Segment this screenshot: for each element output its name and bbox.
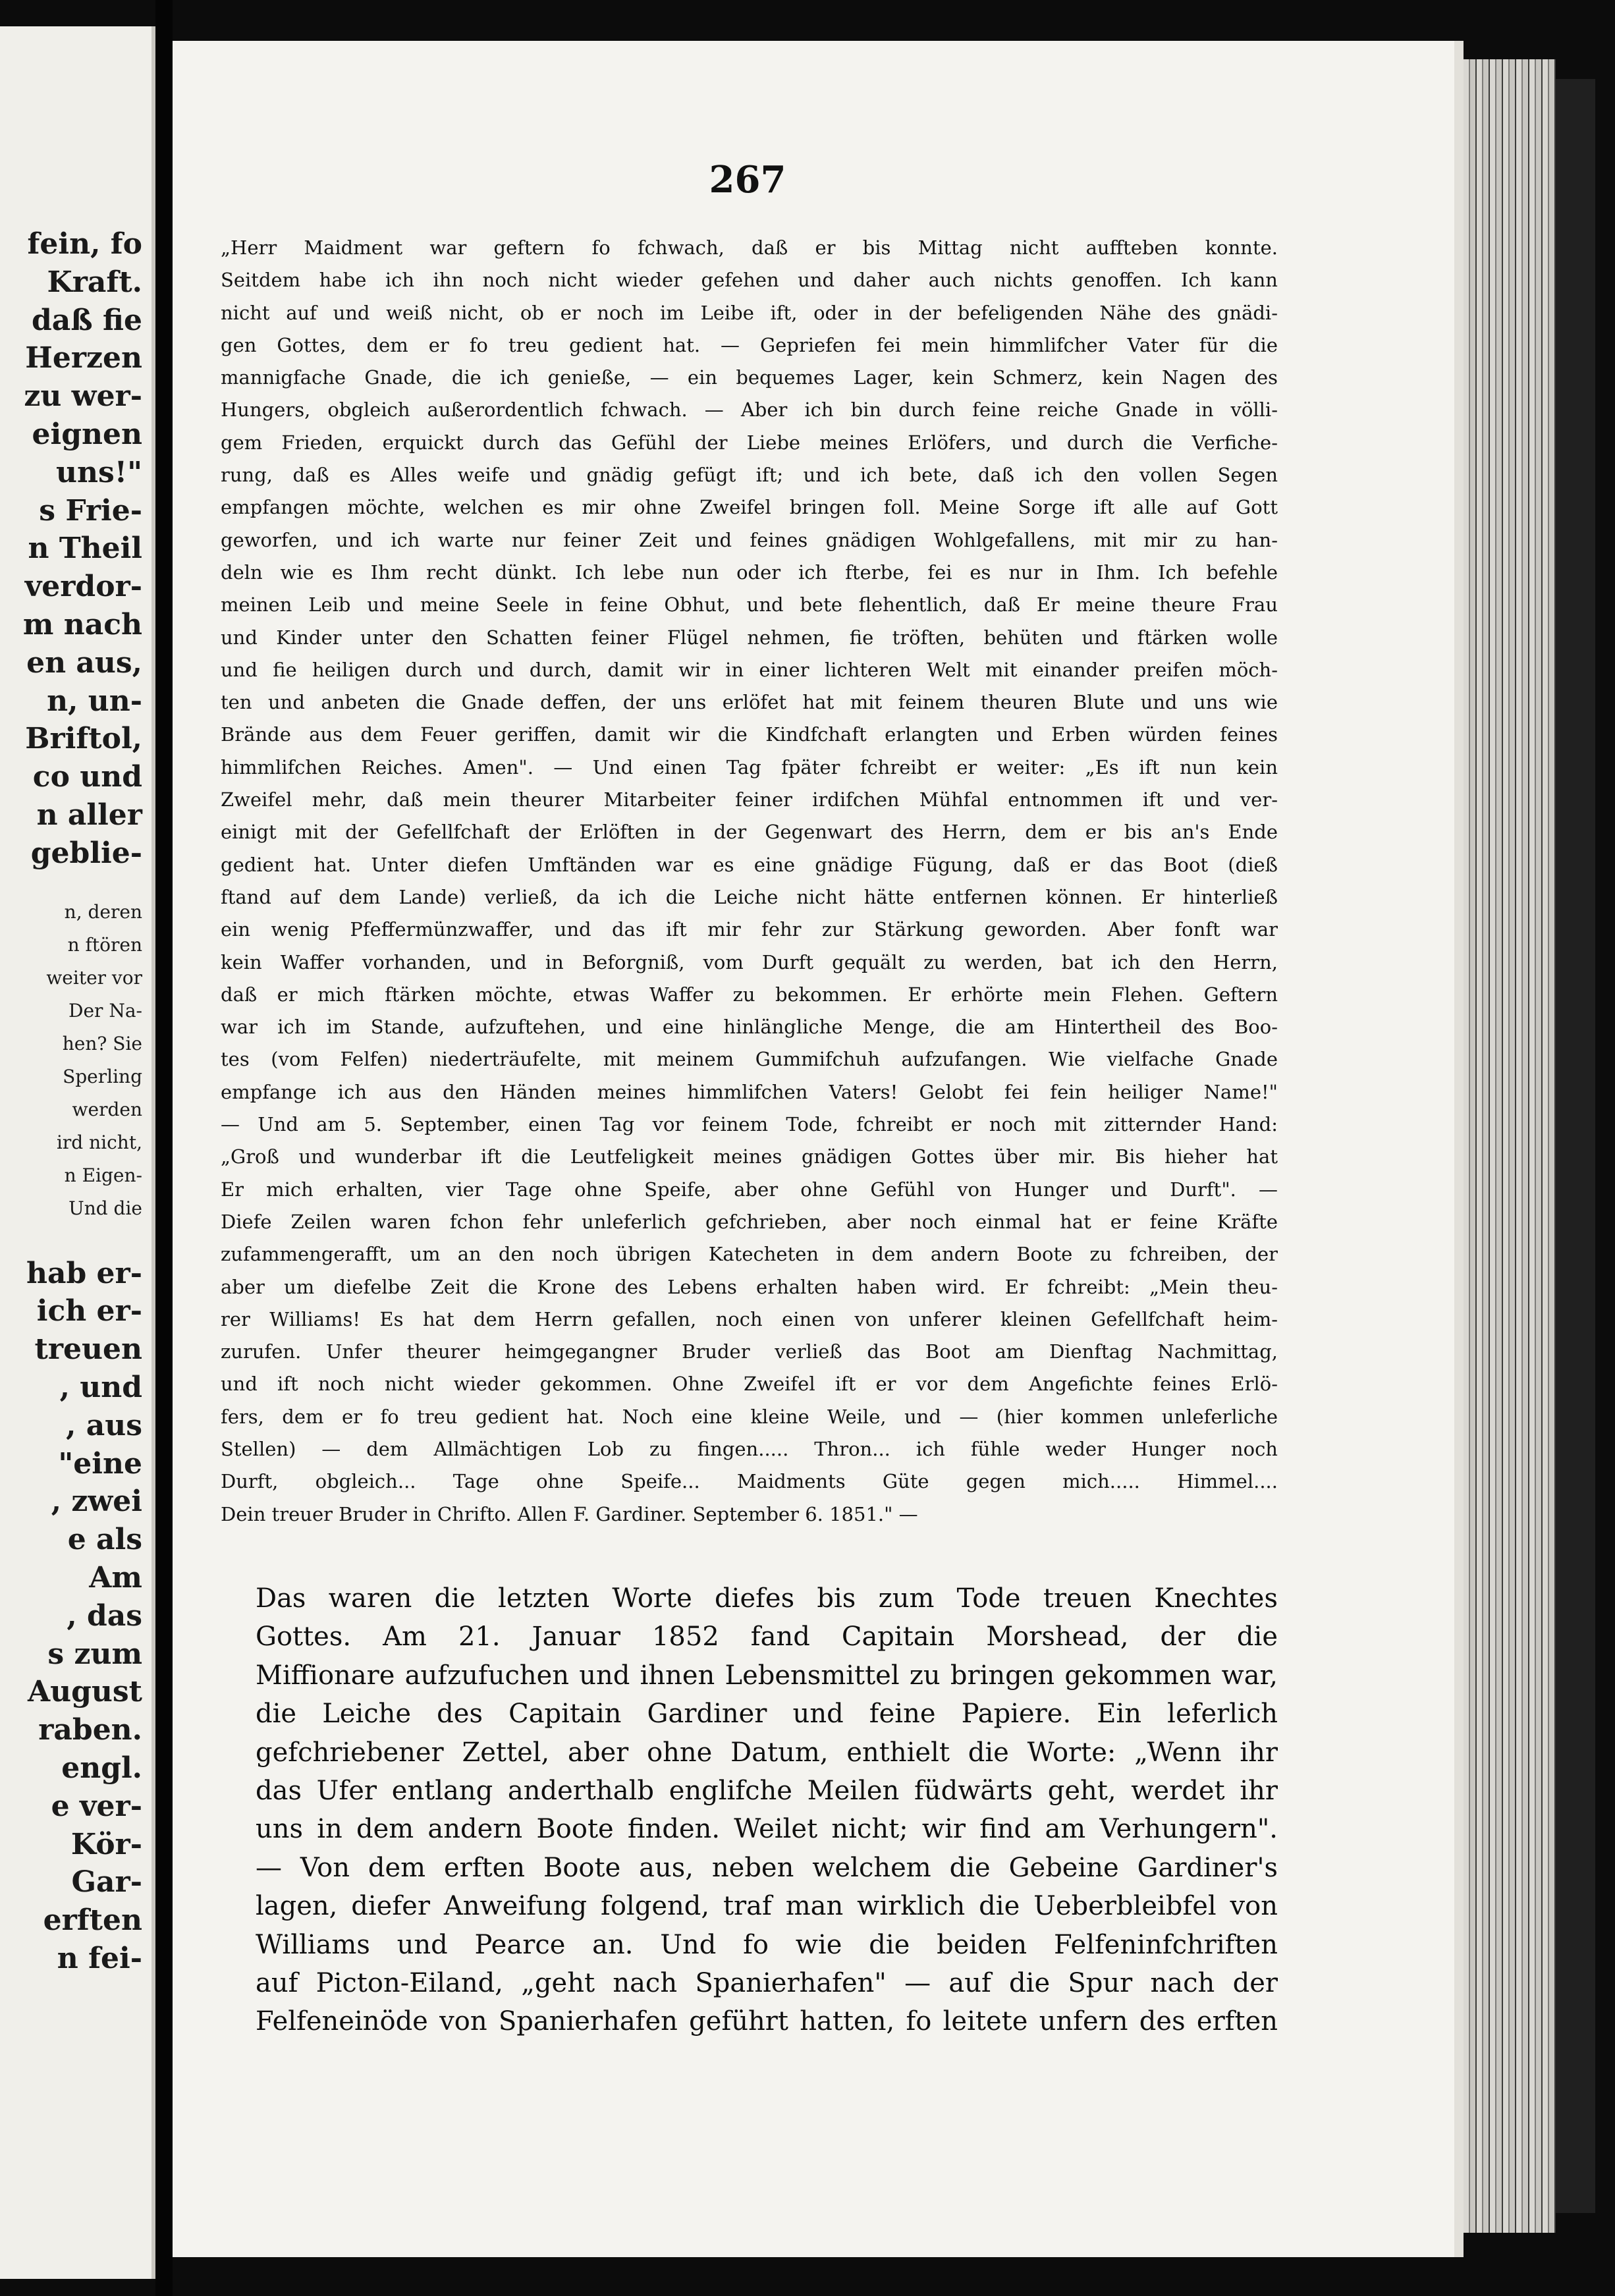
- text-line: ten und anbeten die Gnade deffen, der uns erlöfet hat mit feinem theuren Blute und uns wie: [221, 691, 1278, 714]
- facing-page-fragment: [0, 26, 155, 2279]
- facing-page-line: verdor-: [24, 570, 142, 604]
- text-line: Miffionare aufzufuchen und ihnen Lebensmittel zu bringen gekommen war,: [256, 1660, 1278, 1691]
- facing-page-line: engl.: [61, 1751, 142, 1785]
- text-line: tes (vom Felfen) niederträufelte, mit meinem Gummifchuh aufzufangen. Wie vielfache Gnade: [221, 1048, 1278, 1071]
- text-line: meinen Leib und meine Seele in feine Obhut, und bete flehentlich, daß Er meine theure Frau: [221, 593, 1278, 616]
- text-line: empfangen möchte, welchen es mir ohne Zweifel bringen foll. Meine Sorge ift alle auf Gott: [221, 496, 1278, 519]
- text-line: zufammengerafft, um an den noch übrigen Katecheten in dem andern Boote zu fchreiben, der: [221, 1243, 1278, 1266]
- text-line: Felfeneinöde von Spanierhafen geführt hatten, fo leitete unfern des erften: [256, 2006, 1278, 2037]
- book-cover-edge: [1556, 79, 1595, 2213]
- facing-page-line: n Eigen-: [64, 1164, 142, 1186]
- facing-page-line: hab er-: [26, 1256, 142, 1290]
- text-line: gedient hat. Unter diefen Umftänden war es eine gnädige Fügung, daß er das Boot (dieß: [221, 853, 1278, 876]
- text-line: Seitdem habe ich ihn noch nicht wieder gefehen und daher auch nichts genoffen. Ich kann: [221, 269, 1278, 292]
- facing-page-line: n fei-: [57, 1942, 142, 1975]
- facing-page-line: ird nicht,: [56, 1131, 142, 1153]
- text-line: das Ufer entlang anderthalb englifche Meilen füdwärts geht, werdet ihr: [256, 1775, 1278, 1806]
- facing-page-line: n Theil: [28, 532, 142, 566]
- text-line: Dein treuer Bruder in Chrifto. Allen F. Gardiner. September 6. 1851." —: [221, 1502, 918, 1525]
- facing-page-line: August: [28, 1675, 142, 1709]
- text-line: Er mich erhalten, vier Tage ohne Speife, aber ohne Gefühl von Hunger und Durft". —: [221, 1178, 1278, 1201]
- facing-page-line: s Frie-: [39, 493, 142, 528]
- text-line: Das waren die letzten Worte diefes bis zum Tode treuen Knechtes: [256, 1583, 1278, 1614]
- text-line: Diefe Zeilen waren fchon fehr unleferlich gefchrieben, aber noch einmal hat er feine Kräfte: [221, 1210, 1278, 1233]
- facing-page-line: n, deren: [64, 900, 142, 923]
- facing-page-line: , zwei: [51, 1485, 142, 1519]
- facing-page-line: Gar-: [71, 1865, 142, 1900]
- text-line: — Und am 5. September, einen Tag vor feinem Tode, fchreibt er noch mit zitternder Hand:: [221, 1113, 1278, 1136]
- facing-page-line: daß fie: [31, 303, 142, 337]
- facing-page-line: hen? Sie: [62, 1032, 142, 1054]
- text-line: kein Waffer vorhanden, und in Beforgniß, vom Durft gequält zu werden, bat ich den Herrn,: [221, 950, 1278, 973]
- text-line: auf Picton-Eiland, „geht nach Spanierhafen" — auf die Spur nach der: [256, 1967, 1278, 1998]
- text-line: Stellen) — dem Allmächtigen Lob zu fingen..... Thron... ich fühle weder Hunger noch: [221, 1437, 1278, 1460]
- facing-page-line: Der Na-: [68, 999, 142, 1022]
- facing-page-line: n aller: [36, 798, 142, 832]
- text-line: ein wenig Pfeffermünzwaffer, und das ift mir fehr zur Stärkung geworden. Aber fonft war: [221, 918, 1278, 941]
- facing-page-line: Kraft.: [47, 265, 142, 299]
- facing-page-line: e ver-: [51, 1789, 142, 1823]
- facing-page-line: werden: [72, 1098, 142, 1120]
- facing-page-line: Sperling: [63, 1065, 142, 1087]
- facing-page-line: Und die: [68, 1197, 142, 1219]
- facing-page-line: zu wer-: [24, 379, 142, 414]
- facing-page-line: ich er-: [36, 1294, 142, 1328]
- text-line: gem Frieden, erquickt durch das Gefühl der Liebe meines Erlöfers, und durch die Verfiche-: [221, 431, 1278, 454]
- text-line: war ich im Stande, aufzuftehen, und eine hinlängliche Menge, die am Hintertheil des Boo-: [221, 1016, 1278, 1039]
- facing-page-line: Am: [89, 1561, 142, 1595]
- text-line: aber um diefelbe Zeit die Krone des Lebens erhalten haben wird. Er fchreibt: „Mein theu-: [221, 1275, 1278, 1298]
- text-line: himmlifchen Reiches. Amen". — Und einen Tag fpäter fchreibt er weiter: „Es ift nun kein: [221, 755, 1278, 779]
- facing-page-line: , aus: [66, 1408, 142, 1442]
- text-line: Brände aus dem Feuer geriffen, damit wir die Kindfchaft erlangten und Erben würden feines: [221, 723, 1278, 746]
- text-line: zurufen. Unfer theurer heimgegangner Bruder verließ das Boot am Dienftag Nachmittag,: [221, 1340, 1278, 1363]
- facing-page-line: , und: [59, 1371, 142, 1404]
- facing-page-line: en aus,: [26, 645, 142, 680]
- facing-page-line: n, un-: [47, 684, 142, 718]
- page-number: 267: [709, 158, 786, 202]
- text-line: Gottes. Am 21. Januar 1852 fand Capitain Morshead, der die: [256, 1622, 1278, 1653]
- facing-page-line: raben.: [38, 1713, 142, 1747]
- facing-page-line: m nach: [22, 608, 142, 642]
- text-line: deln wie es Ihm recht dünkt. Ich lebe nun oder ich fterbe, fei es nur in Ihm. Ich befehle: [221, 560, 1278, 584]
- facing-page-line: Briftol,: [25, 722, 142, 756]
- text-line: Hungers, obgleich außerordentlich fchwach. — Aber ich bin durch feine reiche Gnade in völli-: [221, 398, 1278, 422]
- text-line: „Groß und wunderbar ift die Leutfeligkeit meines gnädigen Gottes über mir. Bis hieher hat: [221, 1145, 1278, 1168]
- facing-page-line: e als: [67, 1523, 142, 1557]
- text-line: nicht auf und weiß nicht, ob er noch im Leibe ift, oder in der befeligenden Nähe des gnädi-: [221, 301, 1278, 324]
- text-line: einigt mit der Gefellfchaft der Erlöften in der Gegenwart des Herrn, dem er bis an's Ende: [221, 821, 1278, 844]
- text-line: — Von dem erften Boote aus, neben welchem die Gebeine Gardiner's: [256, 1852, 1278, 1883]
- facing-page-line: treuen: [34, 1332, 142, 1367]
- text-line: geworfen, und ich warte nur feiner Zeit und feines gnädigen Wohlgefallens, mit mir zu han-: [221, 528, 1278, 551]
- facing-page-line: fein, fo: [27, 227, 142, 261]
- text-line: lagen, diefer Anweifung folgend, traf man wirklich die Ueberbleibfel von: [256, 1891, 1278, 1922]
- facing-page-line: , das: [67, 1599, 142, 1633]
- text-line: gen Gottes, dem er fo treu gedient hat. — Gepriefen fei mein himmlifcher Vater für die: [221, 333, 1278, 356]
- text-line: ftand auf dem Lande) verließ, da ich die Leiche nicht hätte entfernen können. Er hinterließ: [221, 885, 1278, 908]
- letter-excerpt: [221, 232, 1278, 1531]
- facing-page-line: "eine: [58, 1446, 142, 1481]
- facing-page-line: geblie-: [30, 836, 142, 870]
- text-line: fers, dem er fo treu gedient hat. Noch eine kleine Weile, und — (hier kommen unleferliche: [221, 1405, 1278, 1428]
- text-line: rer Williams! Es hat dem Herrn gefallen, noch einen von unferer kleinen Gefellfchaft heim-: [221, 1307, 1278, 1330]
- facing-page-line: weiter vor: [46, 966, 142, 989]
- facing-page-line: eignen: [32, 418, 142, 451]
- facing-page-line: Kör-: [70, 1827, 142, 1861]
- book-gutter: [155, 0, 173, 2296]
- facing-page-line: co und: [32, 760, 142, 794]
- text-line: und fie heiligen durch und durch, damit wir in einer lichteren Welt mit einander preifen möch-: [221, 658, 1278, 681]
- text-line: Williams und Pearce an. Und fo wie die beiden Felfeninfchriften: [256, 1929, 1278, 1960]
- text-line: Durft, obgleich... Tage ohne Speife... Maidments Güte gegen mich..... Himmel....: [221, 1470, 1278, 1493]
- facing-page-line: erften: [43, 1903, 142, 1938]
- text-line: Zweifel mehr, daß mein theurer Mitarbeiter feiner irdifchen Mühfal entnommen ift und ver-: [221, 788, 1278, 811]
- text-line: die Leiche des Capitain Gardiner und feine Papiere. Ein leferlich: [256, 1699, 1278, 1730]
- text-line: gefchriebener Zettel, aber ohne Datum, enthielt die Worte: „Wenn ihr: [256, 1737, 1278, 1768]
- facing-page-line: Herzen: [25, 341, 142, 375]
- facing-page-line: uns!": [56, 455, 142, 489]
- text-line: rung, daß es Alles weife und gnädig gefügt ift; und ich bete, daß ich den vollen Segen: [221, 464, 1278, 487]
- body-paragraph: [256, 1579, 1278, 2041]
- text-line: daß er mich ftärken möchte, etwas Waffer zu bekommen. Er erhörte mein Flehen. Geftern: [221, 983, 1278, 1006]
- text-line: „Herr Maidment war geftern fo fchwach, daß er bis Mittag nicht auffteben konnte.: [221, 236, 1278, 259]
- facing-page-line: s zum: [47, 1637, 142, 1671]
- page-edges: [1464, 59, 1556, 2233]
- text-line: mannigfache Gnade, die ich genieße, — ein bequemes Lager, kein Schmerz, kein Nagen des: [221, 366, 1278, 389]
- facing-page-line: n ftören: [67, 933, 142, 956]
- text-line: empfange ich aus den Händen meines himmlifchen Vaters! Gelobt fei fein heiliger Name!": [221, 1080, 1278, 1103]
- text-line: uns in dem andern Boote finden. Weilet nicht; wir find am Verhungern".: [256, 1814, 1278, 1845]
- text-line: und Kinder unter den Schatten feiner Flügel nehmen, fie tröften, behüten und ftärken wolle: [221, 626, 1278, 649]
- text-line: und ift noch nicht wieder gekommen. Ohne Zweifel ift er vor dem Angefichte feines Erlö-: [221, 1373, 1278, 1396]
